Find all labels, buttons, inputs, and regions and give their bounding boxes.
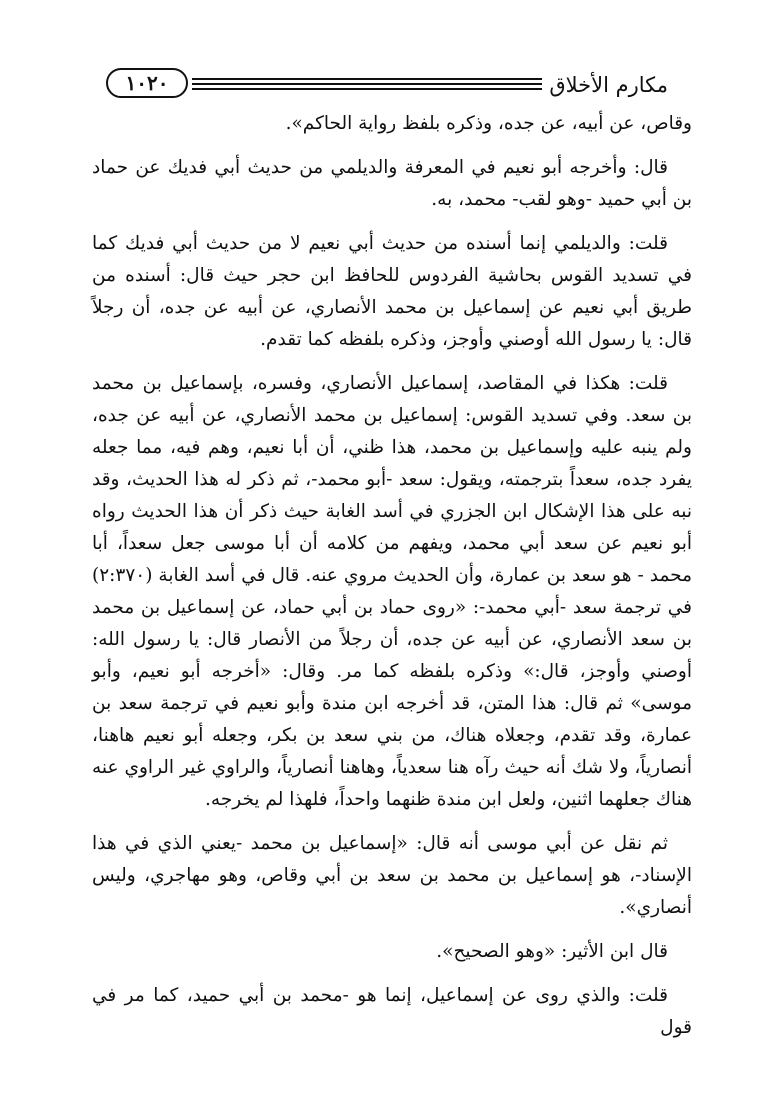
paragraph: قال: وأخرجه أبو نعيم في المعرفة والديلمي من حديث أبي فديك عن حماد بن أبي حميد -وهو لقب- محمد، به. bbox=[92, 157, 692, 210]
header-rule-line bbox=[192, 88, 542, 90]
header-rule-line bbox=[192, 78, 542, 80]
book-title: مكارم الأخلاق bbox=[549, 73, 668, 97]
paragraph: قال ابن الأثير: «وهو الصحيح». bbox=[436, 941, 668, 962]
paragraph: ثم نقل عن أبي موسى أنه قال: «إسماعيل بن محمد -يعني الذي في هذا الإسناد-، هو إسماعيل بن محمد بن سعد بن أبي وقاص، وهو مهاجري، وليس أنصاري». bbox=[92, 833, 692, 918]
header-rule bbox=[192, 78, 542, 90]
paragraph: قلت: والديلمي إنما أسنده من حديث أبي نعيم لا من حديث أبي فديك كما في تسديد القوس بحاشية الفردوس للحافظ ابن حجر حيث قال: أسنده من طريق أبي نعيم عن إسماعيل بن محمد الأنصاري، عن أبيه عن جده، أن رجلاً قال: يا رسول الله أوصني وأوجز، وذكره بلفظه كما تقدم. bbox=[92, 233, 692, 350]
page-body bbox=[92, 108, 692, 1056]
paragraph: قلت: والذي روى عن إسماعيل، إنما هو -محمد بن أبي حميد، كما مر في قول bbox=[92, 985, 692, 1038]
paragraph: وقاص، عن أبيه، عن جده، وذكره بلفظ رواية الحاكم». bbox=[285, 113, 692, 134]
page-header bbox=[84, 62, 668, 102]
paragraph: قلت: هكذا في المقاصد، إسماعيل الأنصاري، وفسره، بإسماعيل بن محمد بن سعد. وفي تسديد القوس: إسماعيل بن محمد الأنصاري، عن أبيه عن جده، ولم ينبه عليه وإسماعيل بن محمد، هذا ظني، أن أبا نعيم، وهم فيه، مما جعله يفرد جده، سعداً بترجمته، ويقول: سعد -أبو محمد-، ثم ذكر له هذا الحديث، وقد نبه على هذا الإشكال ابن الجزري في أسد الغابة حيث ذكر أن هذا الحديث رواه أبو نعيم عن سعد أبي محمد، ويفهم من كلامه أن أبا موسى جعل سعداً، أبا محمد - هو سعد بن عمارة، وأن الحديث مروي عنه. قال في أسد الغابة (٢:٣٧٠) في ترجمة سعد -أبي محمد-: «روى حماد بن أبي حماد، عن إسماعيل بن محمد بن سعد الأنصاري، عن أبيه عن جده، أن رجلاً من الأنصار قال: يا رسول الله: أوصني وأوجز، قال:» وذكره بلفظه كما مر. وقال: «أخرجه أبو نعيم، وأبو موسى» ثم قال: هذا المتن، قد أخرجه ابن مندة وأبو نعيم في ترجمة سعد بن عمارة، وقد تقدم، وجعلاه هناك، من بني سعد بن بكر، وجعله أبو نعيم هاهنا، أنصارياً، ولا شك أنه حيث رآه هنا سعدياً، وهاهنا أنصارياً، والراوي غير الراوي عنه هناك جعلهما اثنين، ولعل ابن مندة ظنهما واحداً، فلهذا لم يخرجه. bbox=[92, 373, 692, 810]
header-rule-line bbox=[192, 83, 542, 85]
page-number: ١٠٢٠ bbox=[106, 68, 188, 98]
